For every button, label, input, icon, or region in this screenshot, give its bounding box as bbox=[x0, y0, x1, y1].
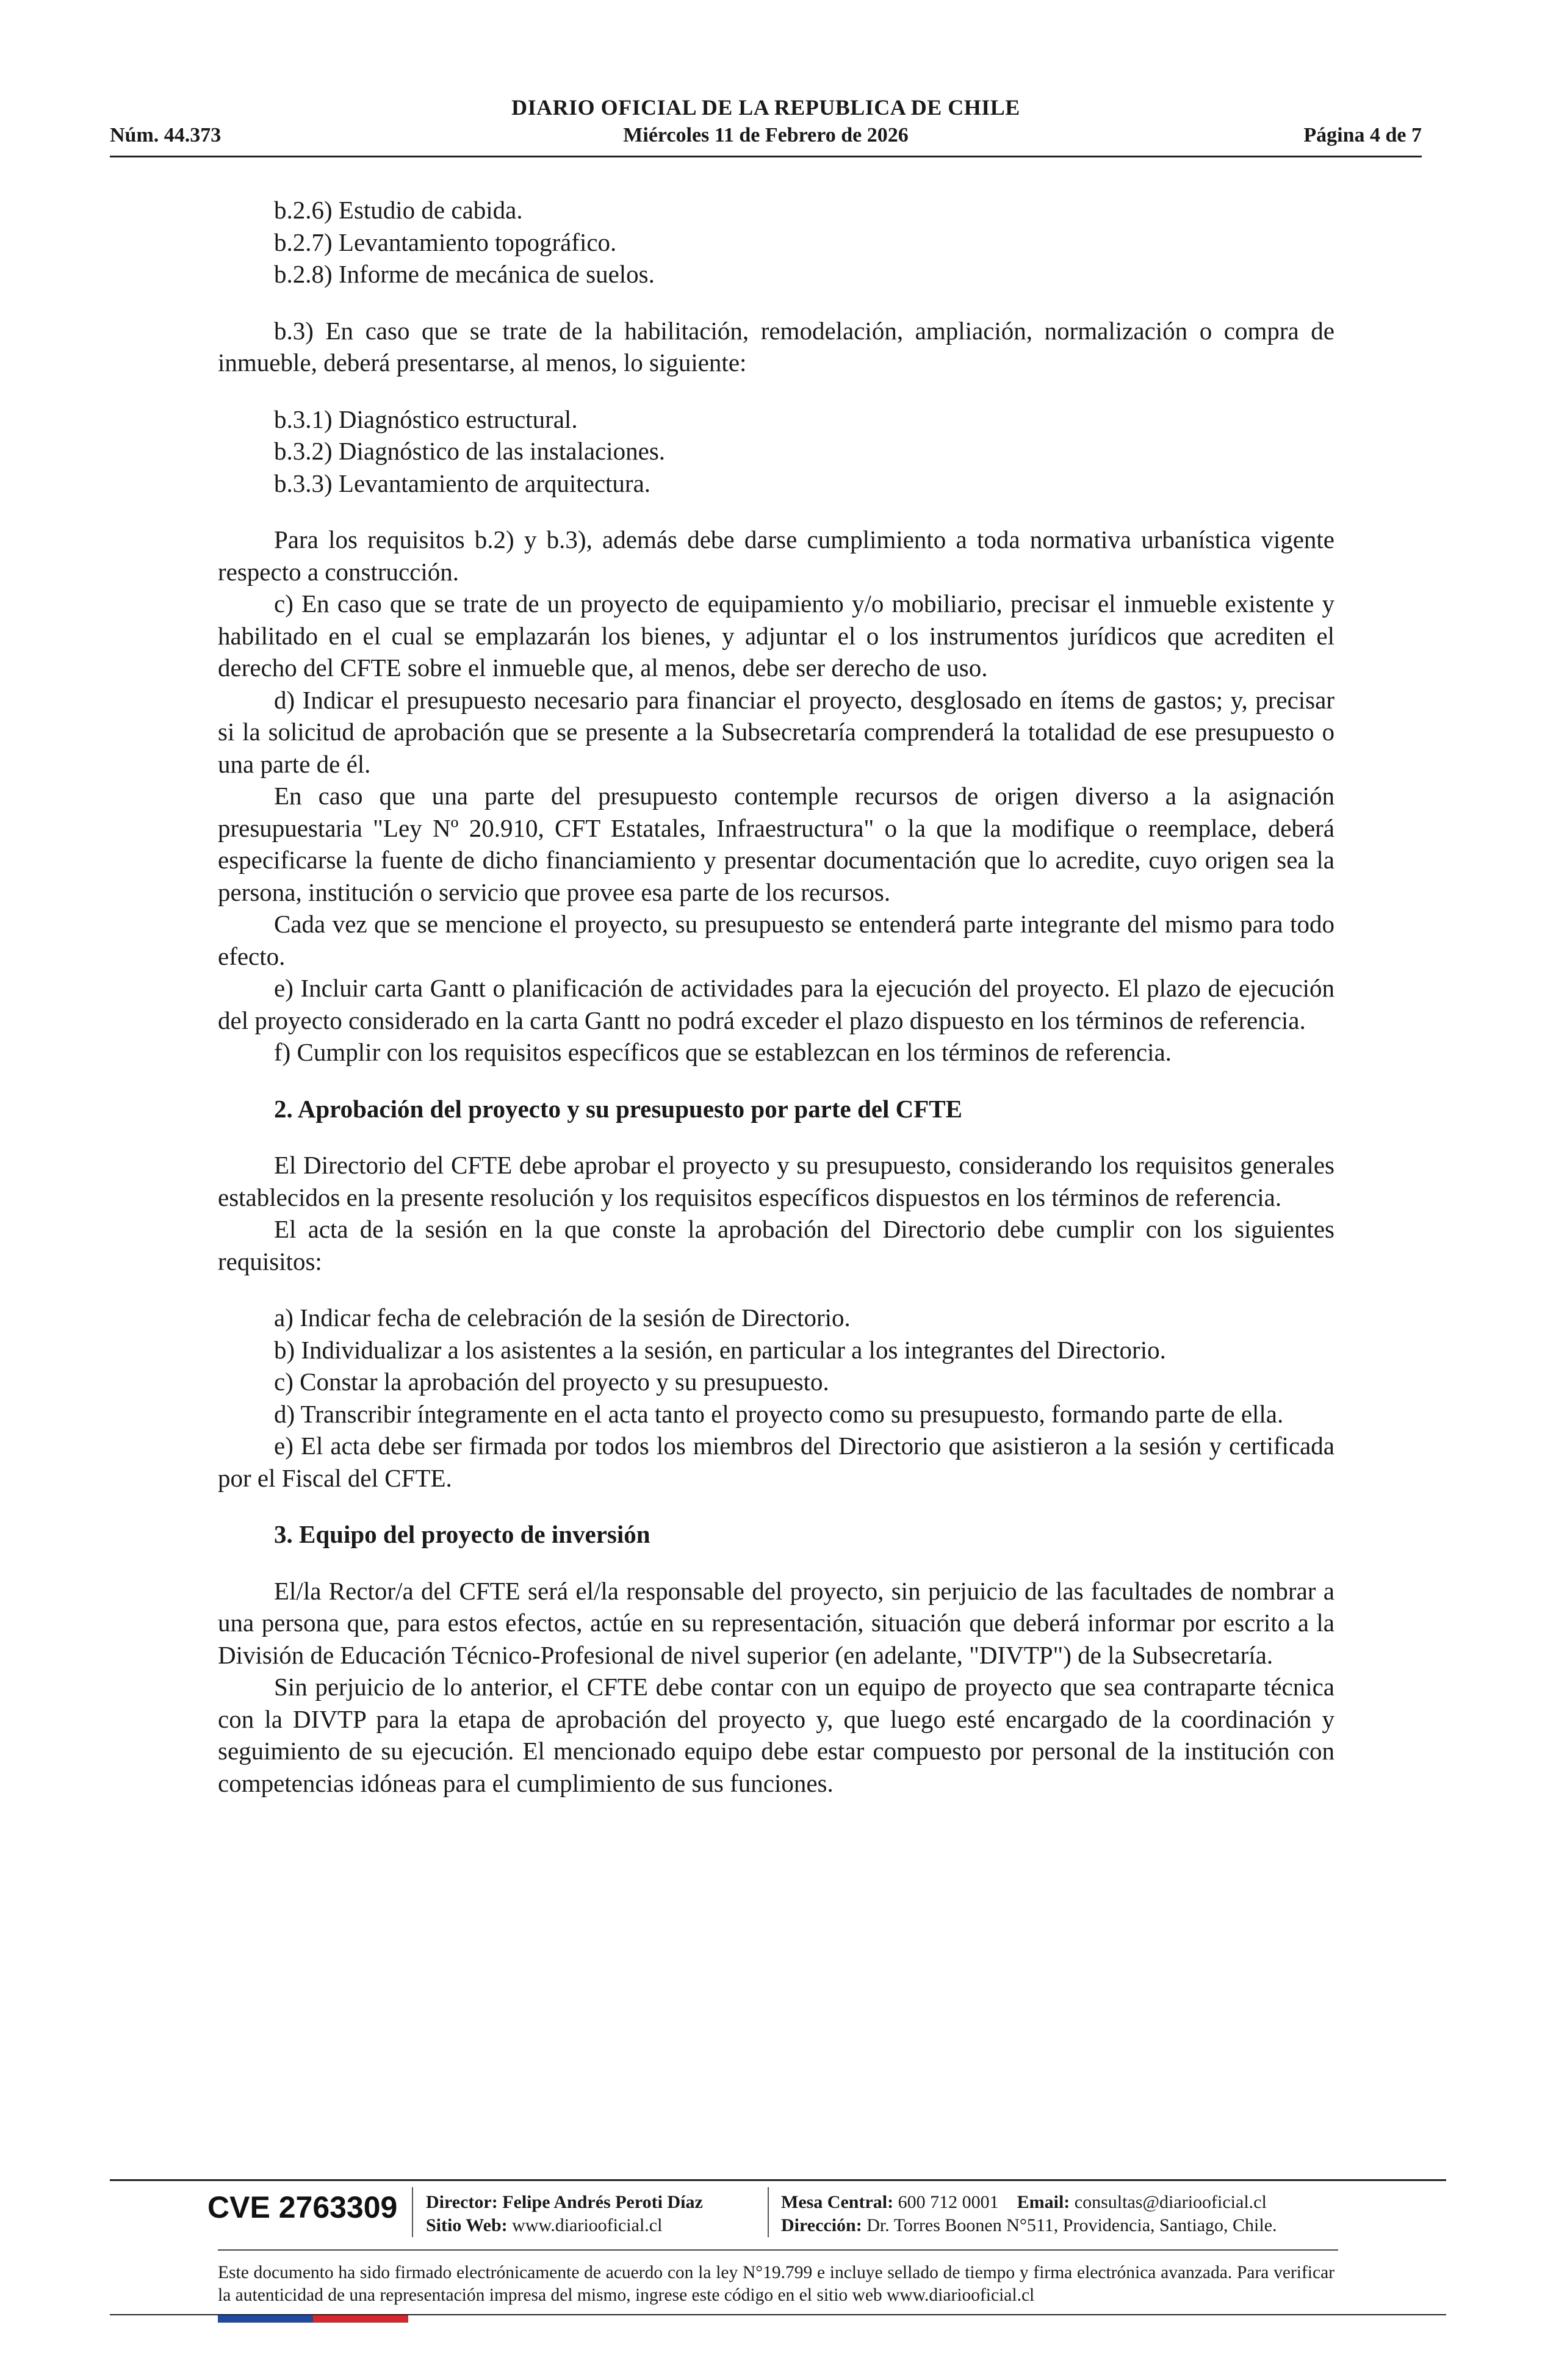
email-label: Email: bbox=[1017, 2192, 1070, 2212]
list-item: b.2.7) Levantamiento topográfico. bbox=[274, 228, 617, 256]
legal-notice: Este documento ha sido firmado electrónicamente de acuerdo con la ley N°19.799 e incluye sellado de tiempo y firma electrónica avanzada. Para verificar la autenticidad de una representación impresa del mismo, ingrese este código en el sitio web www.diariooficial.cl bbox=[218, 2263, 1334, 2305]
newspaper-title: DIARIO OFICIAL DE LA REPUBLICA DE CHILE bbox=[511, 95, 1020, 120]
paragraph: b.3) En caso que se trate de la habilitación, remodelación, ampliación, normalización o compra de inmueble, deberá presentarse, al menos, lo siguiente: bbox=[218, 316, 1334, 377]
list-item: b.2.6) Estudio de cabida. bbox=[274, 196, 523, 224]
issue-number: Núm. 44.373 bbox=[110, 124, 222, 146]
paragraph: Para los requisitos b.2) y b.3), además debe darse cumplimiento a toda normativa urbanística vigente respecto a construcción. bbox=[218, 525, 1334, 586]
website-link[interactable]: www.diariooficial.cl bbox=[512, 2215, 663, 2235]
list-item: d) Transcribir íntegramente en el acta tanto el proyecto como su presupuesto, formando parte de ella. bbox=[274, 1399, 1284, 1428]
address-label: Dirección: bbox=[781, 2215, 862, 2235]
flag-blue-segment bbox=[218, 2315, 313, 2323]
list-item: a) Indicar fecha de celebración de la sesión de Directorio. bbox=[274, 1304, 851, 1332]
director-name: Felipe Andrés Peroti Díaz bbox=[502, 2192, 703, 2212]
paragraph: d) Indicar el presupuesto necesario para financiar el proyecto, desglosado en ítems de gastos; y, precisar si la solicitud de aprobación que se presente a la Subsecretaría comprenderá la totalidad de ese presupuesto o una parte de él. bbox=[218, 685, 1334, 778]
page-indicator: Página 4 de 7 bbox=[1303, 124, 1422, 146]
paragraph: c) En caso que se trate de un proyecto de equipamiento y/o mobiliario, precisar el inmueble existente y habilitado en el cual se emplazarán los bienes, y adjuntar el o los instrumentos jurídicos que acrediten el derecho del CFTE sobre el inmueble que, al menos, debe ser derecho de uso. bbox=[218, 590, 1334, 682]
paragraph: Cada vez que se mencione el proyecto, su presupuesto se entenderá parte integrante del mismo para todo efecto. bbox=[218, 910, 1334, 970]
paragraph: El acta de la sesión en la que conste la aprobación del Directorio debe cumplir con los siguientes requisitos: bbox=[218, 1215, 1334, 1275]
page-header bbox=[110, 95, 1422, 156]
list-item: b.3.3) Levantamiento de arquitectura. bbox=[274, 469, 651, 497]
list-item: e) El acta debe ser firmada por todos los miembros del Directorio que asistieron a la sesión y certificada por el Fiscal del CFTE. bbox=[218, 1432, 1334, 1492]
phone-number: 600 712 0001 bbox=[898, 2192, 999, 2212]
footer-separator bbox=[412, 2187, 413, 2237]
list-item: b.3.1) Diagnóstico estructural. bbox=[274, 405, 578, 433]
paragraph: Sin perjuicio de lo anterior, el CFTE debe contar con un equipo de proyecto que sea contraparte técnica con la DIVTP para la etapa de aprobación del proyecto y, que luego esté encargado de la coordinación y seguimiento de su ejecución. El mencionado equipo debe estar compuesto por personal de la institución con competencias idóneas para el cumplimiento de sus funciones. bbox=[218, 1673, 1334, 1797]
footer-separator bbox=[768, 2187, 769, 2237]
web-label: Sitio Web: bbox=[426, 2215, 508, 2235]
director-label: Director: bbox=[426, 2192, 498, 2212]
footer-divider bbox=[218, 2249, 1338, 2251]
header-divider bbox=[110, 156, 1422, 157]
footer-contact-block bbox=[781, 2191, 1277, 2237]
section-heading: 3. Equipo del proyecto de inversión bbox=[274, 1520, 650, 1548]
paragraph: El/la Rector/a del CFTE será el/la responsable del proyecto, sin perjuicio de las facultades de nombrar a una persona que, para estos efectos, actúe en su representación, situación que deberá informar por escrito a la División de Educación Técnico-Profesional de nivel superior (en adelante, "DIVTP") de la Subsecretaría. bbox=[218, 1576, 1334, 1669]
paragraph: El Directorio del CFTE debe aprobar el proyecto y su presupuesto, considerando los requisitos generales establecidos en la presente resolución y los requisitos específicos dispuestos en los términos de referencia. bbox=[218, 1151, 1334, 1211]
flag-red-segment bbox=[313, 2315, 408, 2323]
paragraph: En caso que una parte del presupuesto contemple recursos de origen diverso a la asignación presupuestaria "Ley Nº 20.910, CFT Estatales, Infraestructura" o la que la modifique o reemplace, deberá especificarse la fuente de dicho financiamiento y presentar documentación que lo acredite, cuyo origen sea la persona, institución o servicio que provee esa parte de los recursos. bbox=[218, 782, 1334, 906]
paragraph: f) Cumplir con los requisitos específicos que se establezcan en los términos de referencia. bbox=[274, 1038, 1172, 1066]
cve-code: CVE 2763309 bbox=[207, 2190, 398, 2224]
list-item: b.2.8) Informe de mecánica de suelos. bbox=[274, 260, 655, 288]
mesa-label: Mesa Central: bbox=[781, 2192, 894, 2212]
email-link[interactable]: consultas@diariooficial.cl bbox=[1074, 2192, 1267, 2212]
issue-date: Miércoles 11 de Febrero de 2026 bbox=[623, 124, 909, 146]
address: Dr. Torres Boonen N°511, Providencia, Santiago, Chile. bbox=[866, 2215, 1277, 2235]
paragraph: e) Incluir carta Gantt o planificación de actividades para la ejecución del proyecto. El plazo de ejecución del proyecto considerado en la carta Gantt no podrá exceder el plazo dispuesto en los términos de referencia. bbox=[218, 974, 1334, 1034]
document-body bbox=[218, 194, 1334, 1799]
footer-divider bbox=[110, 2179, 1446, 2181]
list-item: c) Constar la aprobación del proyecto y su presupuesto. bbox=[274, 1368, 829, 1396]
list-item: b.3.2) Diagnóstico de las instalaciones. bbox=[274, 437, 666, 465]
section-heading: 2. Aprobación del proyecto y su presupuesto por parte del CFTE bbox=[274, 1094, 962, 1123]
list-item: b) Individualizar a los asistentes a la sesión, en particular a los integrantes del Directorio. bbox=[274, 1335, 1166, 1364]
flag-stripe bbox=[218, 2315, 408, 2323]
footer-director-block bbox=[426, 2191, 703, 2237]
